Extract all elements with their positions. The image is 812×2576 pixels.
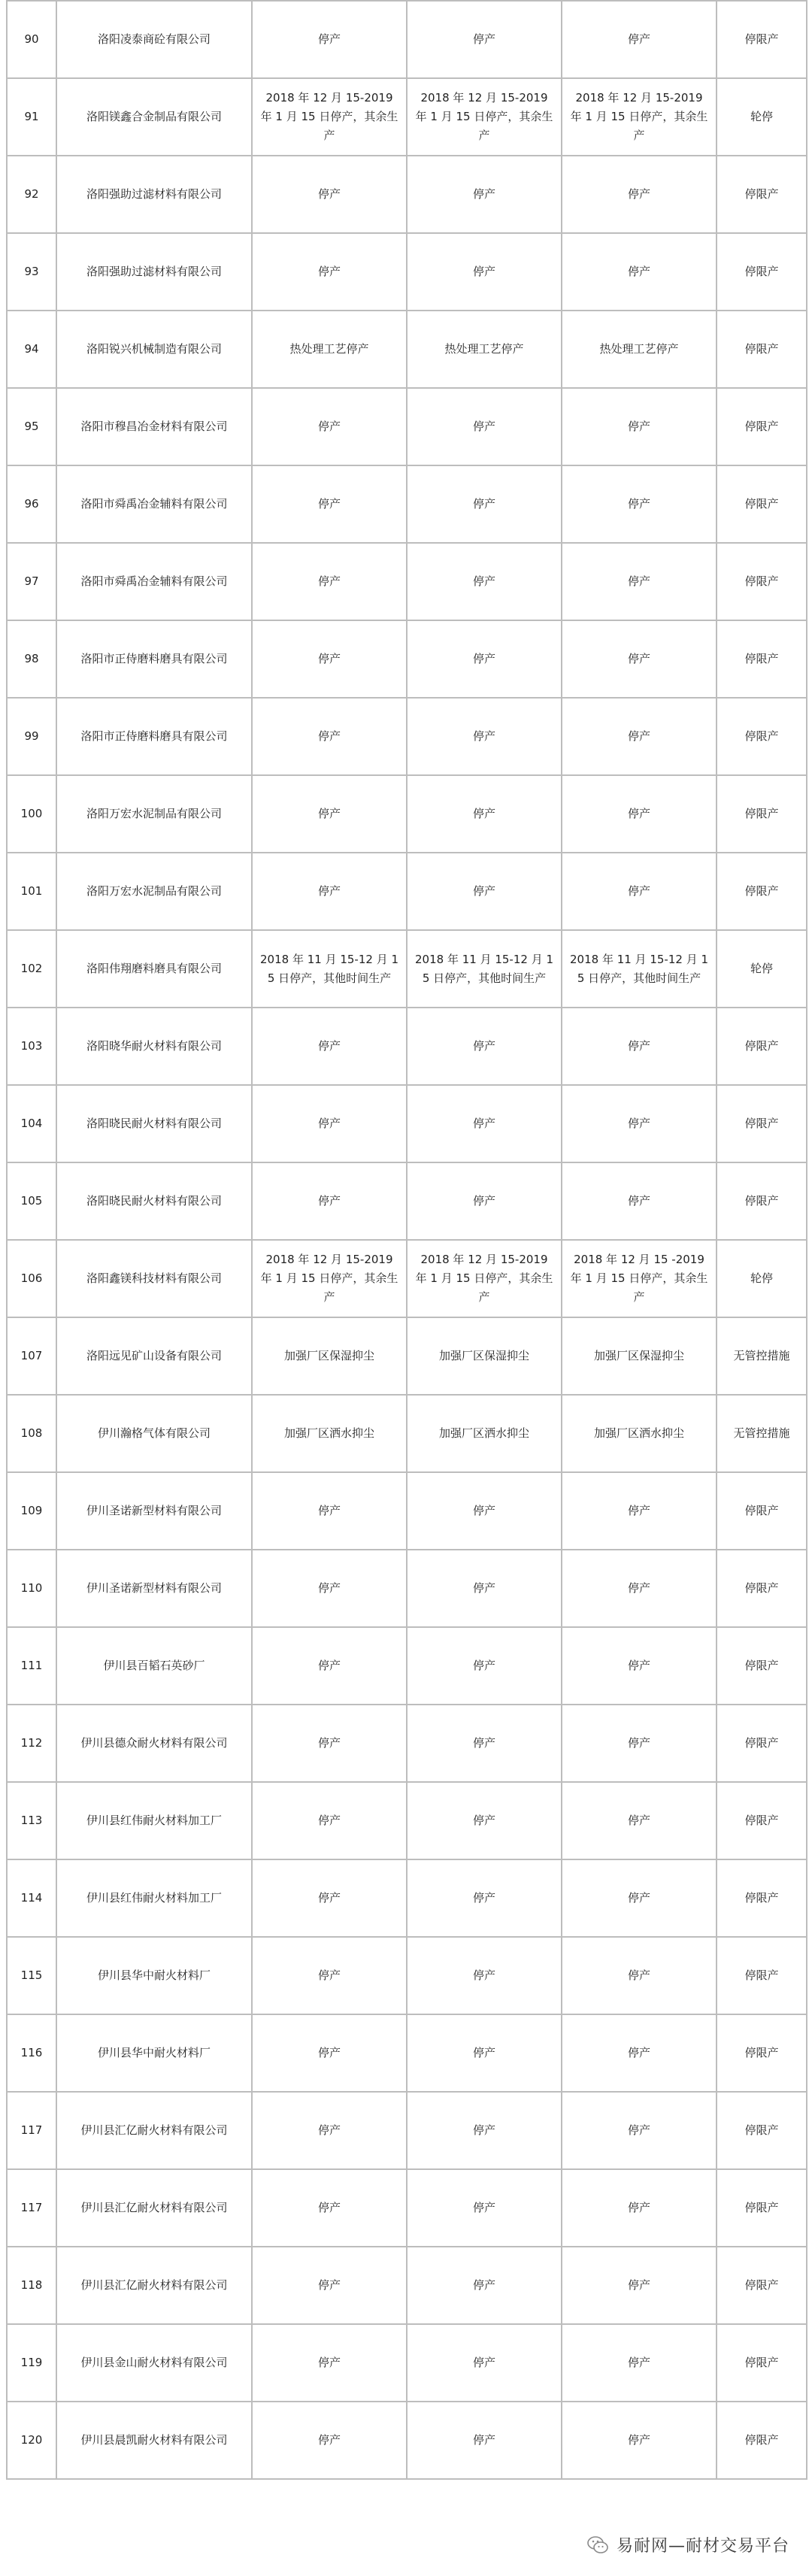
measure-level3-cell: 停产	[562, 853, 717, 930]
control-type-cell: 停限产	[717, 1, 807, 78]
measure-level2-cell: 停产	[407, 2324, 562, 2402]
measure-level1-cell: 停产	[252, 1085, 407, 1162]
company-name-cell: 洛阳晓华耐火材料有限公司	[56, 1008, 252, 1085]
company-name-cell: 洛阳强助过滤材料有限公司	[56, 156, 252, 233]
control-type-cell: 停限产	[717, 2402, 807, 2479]
measure-level1-cell: 停产	[252, 1937, 407, 2014]
table-row	[7, 698, 807, 775]
measure-level3-cell: 2018 年 11 月 15-12 月 15 日停产，其他时间生产	[562, 930, 717, 1008]
measure-level1-cell: 停产	[252, 853, 407, 930]
table-row	[7, 2324, 807, 2402]
measure-level3-cell: 加强厂区保湿抑尘	[562, 1317, 717, 1395]
row-number-cell: 103	[7, 1008, 56, 1085]
table-row	[7, 1008, 807, 1085]
measure-level3-cell: 停产	[562, 2247, 717, 2324]
company-name-cell: 洛阳市舜禹冶金辅料有限公司	[56, 465, 252, 543]
table-row	[7, 1705, 807, 1782]
measure-level2-cell: 停产	[407, 620, 562, 698]
row-number-cell: 107	[7, 1317, 56, 1395]
measure-level1-cell: 停产	[252, 2014, 407, 2092]
measure-level3-cell: 停产	[562, 388, 717, 465]
measure-level2-cell: 停产	[407, 233, 562, 311]
measure-level1-cell: 停产	[252, 543, 407, 620]
measure-level2-cell: 停产	[407, 2014, 562, 2092]
wechat-icon	[586, 2534, 609, 2556]
company-name-cell: 洛阳晓民耐火材料有限公司	[56, 1162, 252, 1240]
row-number-cell: 110	[7, 1550, 56, 1627]
measure-level2-cell: 停产	[407, 853, 562, 930]
measure-level2-cell: 停产	[407, 388, 562, 465]
measure-level2-cell: 停产	[407, 1085, 562, 1162]
table-row	[7, 1472, 807, 1550]
measure-level2-cell: 加强厂区洒水抑尘	[407, 1395, 562, 1472]
control-type-cell: 停限产	[717, 156, 807, 233]
company-name-cell: 洛阳强助过滤材料有限公司	[56, 233, 252, 311]
row-number-cell: 109	[7, 1472, 56, 1550]
company-name-cell: 伊川县德众耐火材料有限公司	[56, 1705, 252, 1782]
row-number-cell: 99	[7, 698, 56, 775]
table-row	[7, 1, 807, 78]
control-type-cell: 停限产	[717, 2247, 807, 2324]
measure-level1-cell: 停产	[252, 698, 407, 775]
row-number-cell: 95	[7, 388, 56, 465]
company-name-cell: 伊川县汇亿耐火材料有限公司	[56, 2247, 252, 2324]
measure-level3-cell: 2018 年 12 月 15 -2019 年 1 月 15 日停产，其余生产	[562, 1240, 717, 1317]
measure-level3-cell: 停产	[562, 156, 717, 233]
control-type-cell: 停限产	[717, 311, 807, 388]
measure-level2-cell: 停产	[407, 1782, 562, 1859]
row-number-cell: 93	[7, 233, 56, 311]
measure-level1-cell: 停产	[252, 1162, 407, 1240]
table-row	[7, 156, 807, 233]
measure-level1-cell: 停产	[252, 388, 407, 465]
measure-level1-cell: 停产	[252, 1472, 407, 1550]
measure-level2-cell: 停产	[407, 698, 562, 775]
measure-level3-cell: 加强厂区洒水抑尘	[562, 1395, 717, 1472]
measure-level1-cell: 停产	[252, 1705, 407, 1782]
measure-level1-cell: 停产	[252, 1627, 407, 1705]
measure-level3-cell: 停产	[562, 1627, 717, 1705]
control-type-cell: 停限产	[717, 1472, 807, 1550]
control-type-cell: 轮停	[717, 1240, 807, 1317]
row-number-cell: 100	[7, 775, 56, 853]
row-number-cell: 94	[7, 311, 56, 388]
control-type-cell: 停限产	[717, 1162, 807, 1240]
row-number-cell: 97	[7, 543, 56, 620]
table-row	[7, 2247, 807, 2324]
row-number-cell: 119	[7, 2324, 56, 2402]
row-number-cell: 90	[7, 1, 56, 78]
measure-level3-cell: 停产	[562, 1162, 717, 1240]
measure-level1-cell: 2018 年 12 月 15-2019 年 1 月 15 日停产，其余生产	[252, 1240, 407, 1317]
measure-level2-cell: 停产	[407, 2247, 562, 2324]
row-number-cell: 91	[7, 78, 56, 156]
company-name-cell: 伊川圣诺新型材料有限公司	[56, 1550, 252, 1627]
measure-level2-cell: 停产	[407, 1550, 562, 1627]
table-row	[7, 853, 807, 930]
row-number-cell: 112	[7, 1705, 56, 1782]
measure-level1-cell: 停产	[252, 465, 407, 543]
measure-level1-cell: 热处理工艺停产	[252, 311, 407, 388]
measure-level1-cell: 停产	[252, 233, 407, 311]
measure-level2-cell: 停产	[407, 156, 562, 233]
row-number-cell: 111	[7, 1627, 56, 1705]
company-name-cell: 洛阳伟翔磨料磨具有限公司	[56, 930, 252, 1008]
table-row	[7, 2014, 807, 2092]
measure-level2-cell: 停产	[407, 1859, 562, 1937]
company-name-cell: 伊川县汇亿耐火材料有限公司	[56, 2092, 252, 2169]
row-number-cell: 98	[7, 620, 56, 698]
control-type-cell: 停限产	[717, 2324, 807, 2402]
row-number-cell: 113	[7, 1782, 56, 1859]
control-type-cell: 停限产	[717, 1937, 807, 2014]
measure-level2-cell: 停产	[407, 1162, 562, 1240]
measure-level2-cell: 2018 年 11 月 15-12 月 15 日停产，其他时间生产	[407, 930, 562, 1008]
watermark-text: 易耐网—耐材交易平台	[616, 2537, 789, 2556]
table-row	[7, 930, 807, 1008]
table-row	[7, 465, 807, 543]
measure-level3-cell: 停产	[562, 1472, 717, 1550]
control-type-cell: 停限产	[717, 1085, 807, 1162]
company-name-cell: 伊川县晨凯耐火材料有限公司	[56, 2402, 252, 2479]
table-row	[7, 620, 807, 698]
measure-level1-cell: 停产	[252, 2092, 407, 2169]
row-number-cell: 117	[7, 2169, 56, 2247]
control-type-cell: 停限产	[717, 853, 807, 930]
measure-level2-cell: 热处理工艺停产	[407, 311, 562, 388]
measure-level2-cell: 停产	[407, 2402, 562, 2479]
control-type-cell: 停限产	[717, 698, 807, 775]
measure-level2-cell: 停产	[407, 2169, 562, 2247]
control-type-cell: 停限产	[717, 2092, 807, 2169]
row-number-cell: 120	[7, 2402, 56, 2479]
measure-level3-cell: 停产	[562, 1859, 717, 1937]
company-name-cell: 洛阳市穆昌冶金材料有限公司	[56, 388, 252, 465]
measure-level2-cell: 停产	[407, 1937, 562, 2014]
measure-level1-cell: 2018 年 11 月 15-12 月 15 日停产，其他时间生产	[252, 930, 407, 1008]
measure-level3-cell: 停产	[562, 1705, 717, 1782]
measure-level2-cell: 停产	[407, 543, 562, 620]
control-type-cell: 停限产	[717, 388, 807, 465]
measure-level1-cell: 加强厂区保湿抑尘	[252, 1317, 407, 1395]
table-row	[7, 1550, 807, 1627]
measure-level1-cell: 停产	[252, 2169, 407, 2247]
table-row	[7, 1627, 807, 1705]
measure-level3-cell: 停产	[562, 620, 717, 698]
company-name-cell: 洛阳远见矿山设备有限公司	[56, 1317, 252, 1395]
control-type-cell: 无管控措施	[717, 1317, 807, 1395]
measure-level1-cell: 停产	[252, 1, 407, 78]
measure-level1-cell: 停产	[252, 2402, 407, 2479]
measure-level3-cell: 停产	[562, 1782, 717, 1859]
table-row	[7, 233, 807, 311]
measure-level1-cell: 停产	[252, 2324, 407, 2402]
measure-level3-cell: 停产	[562, 775, 717, 853]
company-name-cell: 洛阳镁鑫合金制品有限公司	[56, 78, 252, 156]
table-row	[7, 78, 807, 156]
company-name-cell: 洛阳锐兴机械制造有限公司	[56, 311, 252, 388]
measure-level1-cell: 停产	[252, 1782, 407, 1859]
measure-level2-cell: 停产	[407, 1705, 562, 1782]
company-name-cell: 洛阳晓民耐火材料有限公司	[56, 1085, 252, 1162]
company-name-cell: 伊川县金山耐火材料有限公司	[56, 2324, 252, 2402]
company-name-cell: 伊川县华中耐火材料厂	[56, 1937, 252, 2014]
table-row	[7, 1395, 807, 1472]
measure-level3-cell: 2018 年 12 月 15-2019 年 1 月 15 日停产，其余生产	[562, 78, 717, 156]
control-type-cell: 停限产	[717, 543, 807, 620]
row-number-cell: 102	[7, 930, 56, 1008]
production-control-table	[6, 0, 807, 2480]
table-row	[7, 1162, 807, 1240]
table-row	[7, 1782, 807, 1859]
control-type-cell: 停限产	[717, 1705, 807, 1782]
row-number-cell: 115	[7, 1937, 56, 2014]
table-row	[7, 1937, 807, 2014]
measure-level3-cell: 停产	[562, 1008, 717, 1085]
measure-level2-cell: 2018 年 12 月 15-2019 年 1 月 15 日停产，其余生产	[407, 78, 562, 156]
measure-level1-cell: 停产	[252, 1550, 407, 1627]
company-name-cell: 洛阳万宏水泥制品有限公司	[56, 853, 252, 930]
company-name-cell: 洛阳市正侍磨料磨具有限公司	[56, 620, 252, 698]
source-watermark	[580, 2530, 795, 2559]
table-row	[7, 1085, 807, 1162]
table-row	[7, 311, 807, 388]
company-name-cell: 伊川县红伟耐火材料加工厂	[56, 1859, 252, 1937]
control-type-cell: 停限产	[717, 775, 807, 853]
measure-level3-cell: 停产	[562, 1, 717, 78]
measure-level3-cell: 停产	[562, 2169, 717, 2247]
row-number-cell: 117	[7, 2092, 56, 2169]
row-number-cell: 118	[7, 2247, 56, 2324]
company-name-cell: 伊川瀚格气体有限公司	[56, 1395, 252, 1472]
company-name-cell: 洛阳市正侍磨料磨具有限公司	[56, 698, 252, 775]
table-row	[7, 388, 807, 465]
row-number-cell: 114	[7, 1859, 56, 1937]
control-type-cell: 停限产	[717, 620, 807, 698]
measure-level3-cell: 停产	[562, 1937, 717, 2014]
table-row	[7, 2092, 807, 2169]
table-row	[7, 2402, 807, 2479]
measure-level1-cell: 停产	[252, 620, 407, 698]
control-type-cell: 停限产	[717, 1550, 807, 1627]
control-type-cell: 停限产	[717, 2169, 807, 2247]
measure-level3-cell: 停产	[562, 543, 717, 620]
control-type-cell: 停限产	[717, 1008, 807, 1085]
control-type-cell: 停限产	[717, 465, 807, 543]
control-type-cell: 轮停	[717, 930, 807, 1008]
measure-level3-cell: 停产	[562, 698, 717, 775]
control-type-cell: 无管控措施	[717, 1395, 807, 1472]
table-body	[7, 1, 807, 2479]
row-number-cell: 105	[7, 1162, 56, 1240]
table-row	[7, 1859, 807, 1937]
company-name-cell: 伊川县百韬石英砂厂	[56, 1627, 252, 1705]
measure-level2-cell: 停产	[407, 2092, 562, 2169]
table-row	[7, 543, 807, 620]
measure-level2-cell: 停产	[407, 1627, 562, 1705]
measure-level1-cell: 加强厂区洒水抑尘	[252, 1395, 407, 1472]
measure-level2-cell: 停产	[407, 1472, 562, 1550]
control-type-cell: 停限产	[717, 1782, 807, 1859]
control-type-cell: 停限产	[717, 2014, 807, 2092]
company-name-cell: 伊川圣诺新型材料有限公司	[56, 1472, 252, 1550]
measure-level3-cell: 停产	[562, 465, 717, 543]
company-name-cell: 伊川县汇亿耐火材料有限公司	[56, 2169, 252, 2247]
company-name-cell: 洛阳鑫镁科技材料有限公司	[56, 1240, 252, 1317]
row-number-cell: 92	[7, 156, 56, 233]
measure-level1-cell: 停产	[252, 2247, 407, 2324]
company-name-cell: 洛阳万宏水泥制品有限公司	[56, 775, 252, 853]
measure-level3-cell: 停产	[562, 1550, 717, 1627]
measure-level2-cell: 2018 年 12 月 15-2019 年 1 月 15 日停产，其余生产	[407, 1240, 562, 1317]
measure-level2-cell: 停产	[407, 1, 562, 78]
measure-level1-cell: 停产	[252, 156, 407, 233]
measure-level1-cell: 停产	[252, 1008, 407, 1085]
company-name-cell: 洛阳市舜禹冶金辅料有限公司	[56, 543, 252, 620]
measure-level2-cell: 停产	[407, 465, 562, 543]
measure-level1-cell: 停产	[252, 775, 407, 853]
control-type-cell: 停限产	[717, 233, 807, 311]
measure-level1-cell: 停产	[252, 1859, 407, 1937]
control-type-cell: 停限产	[717, 1859, 807, 1937]
row-number-cell: 116	[7, 2014, 56, 2092]
row-number-cell: 96	[7, 465, 56, 543]
measure-level2-cell: 加强厂区保湿抑尘	[407, 1317, 562, 1395]
measure-level3-cell: 停产	[562, 2402, 717, 2479]
row-number-cell: 104	[7, 1085, 56, 1162]
row-number-cell: 101	[7, 853, 56, 930]
measure-level2-cell: 停产	[407, 775, 562, 853]
row-number-cell: 106	[7, 1240, 56, 1317]
control-type-cell: 停限产	[717, 1627, 807, 1705]
company-name-cell: 洛阳凌泰商砼有限公司	[56, 1, 252, 78]
table-row	[7, 775, 807, 853]
company-name-cell: 伊川县红伟耐火材料加工厂	[56, 1782, 252, 1859]
measure-level3-cell: 停产	[562, 233, 717, 311]
table-row	[7, 1317, 807, 1395]
table-row	[7, 1240, 807, 1317]
company-name-cell: 伊川县华中耐火材料厂	[56, 2014, 252, 2092]
measure-level3-cell: 停产	[562, 2324, 717, 2402]
policy-table-container	[6, 0, 806, 2480]
measure-level3-cell: 热处理工艺停产	[562, 311, 717, 388]
measure-level3-cell: 停产	[562, 2014, 717, 2092]
measure-level3-cell: 停产	[562, 2092, 717, 2169]
measure-level1-cell: 2018 年 12 月 15-2019 年 1 月 15 日停产，其余生产	[252, 78, 407, 156]
table-row	[7, 2169, 807, 2247]
measure-level3-cell: 停产	[562, 1085, 717, 1162]
control-type-cell: 轮停	[717, 78, 807, 156]
measure-level2-cell: 停产	[407, 1008, 562, 1085]
row-number-cell: 108	[7, 1395, 56, 1472]
